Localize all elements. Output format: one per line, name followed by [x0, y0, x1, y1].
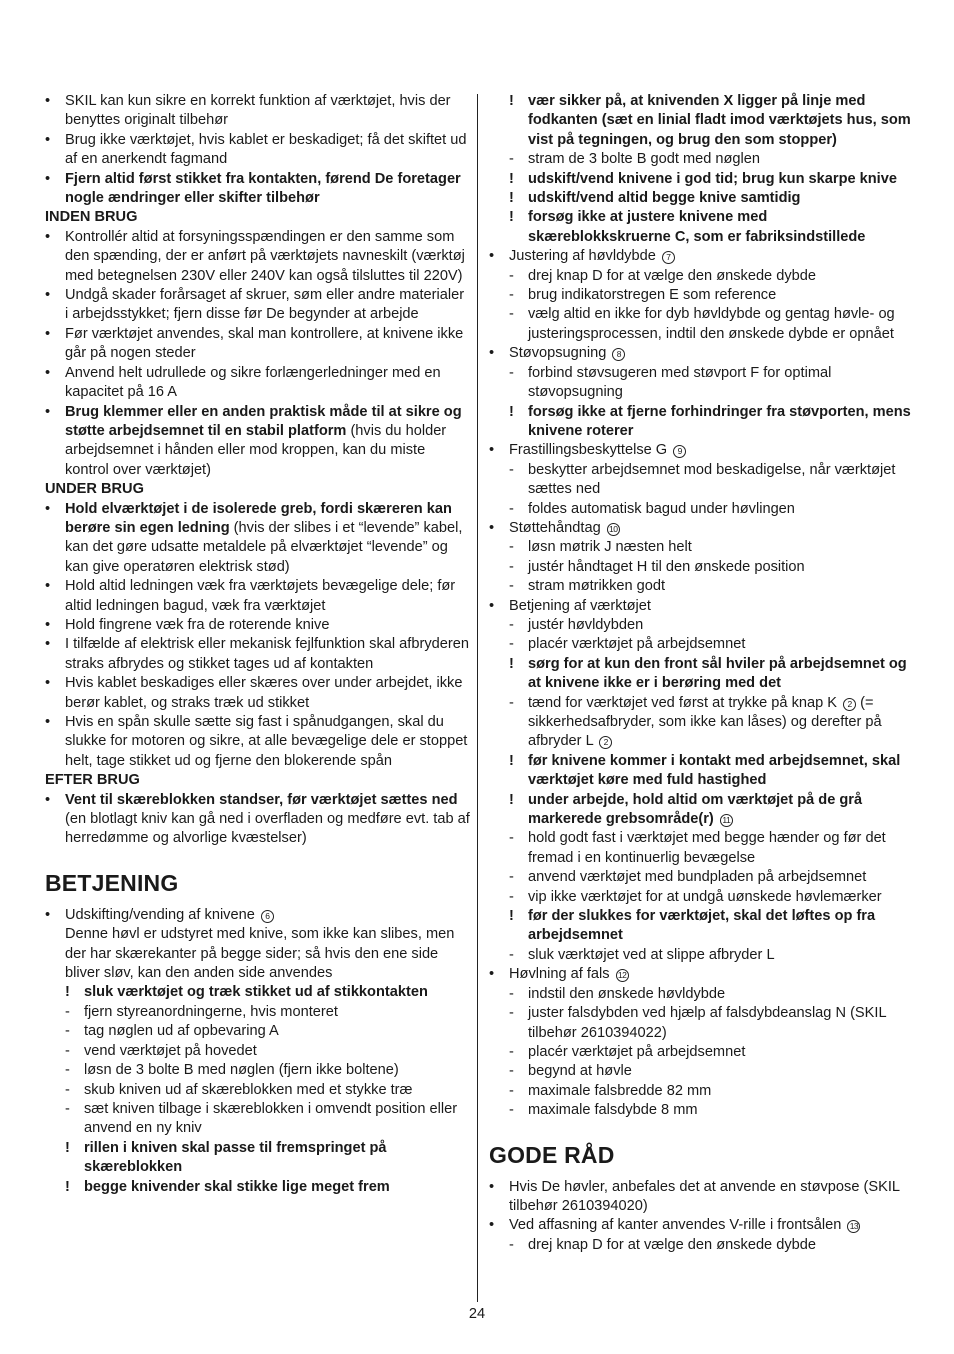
item-text: hold godt fast i værktøjet med begge hænder og før det fremad i en kontinuerlig bevægelse	[528, 830, 886, 866]
dash-item	[489, 985, 914, 1004]
bullet-item	[45, 228, 470, 286]
item-text: placér værktøjet på arbejdsemnet	[528, 636, 746, 653]
item-text: I tilfælde af elektrisk eller mekanisk fejlfunktion skal afbryderen straks afbrydes og stikket tages ud af kontakten	[65, 636, 469, 672]
dash-marker: -	[65, 1023, 70, 1040]
warning-item	[489, 403, 914, 442]
bullet-marker: •	[489, 966, 495, 983]
dash-marker: -	[509, 946, 514, 963]
bullet-item	[45, 131, 470, 170]
bullet-marker: •	[45, 714, 51, 730]
item-text: (en blotlagt kniv kan gå ned i overfladen og medføre evt. tab af herredømme og alvorlige kvæstelser)	[65, 811, 470, 847]
bullet-item	[489, 965, 914, 984]
figure-ref: 12	[616, 969, 629, 982]
bullet-item	[489, 344, 914, 363]
dash-marker: -	[509, 151, 514, 168]
dash-marker: -	[509, 830, 514, 847]
bullet-marker: •	[45, 287, 51, 304]
right-column	[489, 92, 914, 1255]
bullet-marker: •	[489, 1217, 495, 1234]
bold-text: under arbejde, hold altid om værktøjet på de grå markerede grebsområde(r)	[528, 791, 863, 828]
item-text: drej knap D for at vælge den ønskede dybde	[528, 1236, 816, 1253]
bullet-marker: •	[489, 345, 495, 362]
item-text: maximale falsbredde 82 mm	[528, 1082, 712, 1099]
dash-item	[489, 1004, 914, 1043]
dash-item	[489, 461, 914, 500]
bullet-item	[489, 1216, 914, 1235]
dash-item	[489, 635, 914, 654]
item-text: (hvis du holder arbejdsemnet i hånden eller mod kroppen, kan du miste kontrol over værktøjet)	[65, 422, 447, 478]
dash-marker: -	[509, 1005, 514, 1022]
dash-marker: -	[509, 1082, 514, 1099]
bullet-item	[45, 906, 470, 984]
dash-item	[45, 1022, 470, 1041]
item-text: skub kniven ud af skæreblokken med et stykke træ	[84, 1081, 413, 1098]
dash-item	[489, 364, 914, 403]
item-text: stram de 3 bolte B godt med nøglen	[528, 151, 761, 168]
warning-marker: !	[65, 984, 70, 1001]
item-text: justér håndtaget H til den ønskede position	[528, 558, 805, 575]
dash-marker: -	[509, 500, 514, 517]
item-text: anvend værktøjet med bundpladen på arbejdsemnet	[528, 869, 867, 886]
item-text: Anvend helt udrullede og sikre forlængerledninger med en kapacitet på 16 A	[65, 364, 441, 401]
warning-item	[489, 655, 914, 694]
bold-text: Vent til skæreblokken standser, før værktøjet sættes ned	[65, 791, 458, 808]
bullet-marker: •	[489, 442, 495, 459]
item-text: begynd at høvle	[528, 1063, 632, 1080]
dash-item	[489, 946, 914, 965]
warning-marker: !	[509, 655, 514, 672]
bullet-marker: •	[45, 616, 51, 633]
bold-text: før der slukkes for værktøjet, skal det løftes op fra arbejdsemnet	[528, 908, 876, 944]
bullet-marker: •	[45, 325, 51, 342]
dash-marker: -	[509, 578, 514, 595]
dash-item	[489, 286, 914, 305]
page-number: 24	[468, 1306, 486, 1322]
bullet-marker: •	[45, 403, 51, 420]
item-text: Støvopsugning	[509, 345, 607, 362]
figure-ref: 2	[843, 698, 856, 711]
item-text: vend værktøjet på hovedet	[84, 1042, 257, 1059]
dash-marker: -	[509, 287, 514, 304]
bullet-marker: •	[45, 170, 51, 187]
dash-item	[489, 829, 914, 868]
bullet-item	[45, 500, 470, 578]
warning-marker: !	[509, 791, 514, 808]
bold-text: sørg for at kun den front sål hviler på arbejdsemnet og at knivene ikke er i berøring med det	[528, 655, 907, 692]
dash-marker: -	[509, 1043, 514, 1060]
warning-marker: !	[509, 93, 514, 109]
warning-marker: !	[509, 752, 514, 769]
item-text: maximale falsdybde 8 mm	[528, 1102, 698, 1119]
warning-item	[45, 983, 470, 1002]
bullet-marker: •	[45, 675, 51, 692]
warning-item	[489, 752, 914, 791]
bullet-marker: •	[45, 636, 51, 653]
bold-text: sluk værktøjet og træk stikket ud af stikkontakten	[84, 984, 428, 1001]
dash-item	[489, 150, 914, 169]
warning-marker: !	[509, 908, 514, 925]
item-text: brug indikatorstregen E som reference	[528, 287, 777, 304]
item-text: placér værktøjet på arbejdsemnet	[528, 1043, 746, 1060]
bullet-marker: •	[45, 791, 51, 808]
bold-text: rillen i kniven skal passe til fremspringet på skæreblokken	[84, 1139, 387, 1176]
item-text: Ved affasning af kanter anvendes V-rille i frontsålen	[509, 1217, 842, 1234]
dash-marker: -	[509, 636, 514, 653]
item-text: løsn møtrik J næsten helt	[528, 539, 692, 556]
item-text: Støttehåndtag	[509, 519, 601, 536]
item-text: SKIL kan kun sikre en korrekt funktion af værktøjet, hvis der benyttes originalt tilbehør	[65, 93, 451, 129]
dash-marker: -	[65, 1100, 70, 1117]
dash-item	[45, 1042, 470, 1061]
bold-text: Brug klemmer eller en anden praktisk måde til at sikre og støtte arbejdsemnet til en stabil platform	[65, 403, 462, 439]
dash-marker: -	[509, 461, 514, 478]
dash-item	[489, 558, 914, 577]
dash-marker: -	[509, 306, 514, 323]
figure-ref: 8	[612, 348, 625, 361]
subsection-heading: INDEN BRUG	[45, 209, 138, 226]
dash-item	[489, 868, 914, 887]
dash-marker: -	[509, 1236, 514, 1253]
warning-marker: !	[509, 209, 514, 226]
item-text: Hvis kablet beskadiges eller skæres over under arbejdet, ikke berør kablet, og straks træk ud stikket	[65, 675, 463, 711]
dash-marker: -	[509, 1102, 514, 1119]
bullet-item	[45, 92, 470, 131]
figure-ref: 7	[662, 251, 675, 264]
bullet-item	[45, 403, 470, 481]
item-text: tag nøglen ud af opbevaring A	[84, 1023, 279, 1040]
warning-item	[489, 170, 914, 189]
item-text: drej knap D for at vælge den ønskede dybde	[528, 267, 816, 284]
dash-item	[489, 1043, 914, 1062]
bullet-item	[489, 597, 914, 616]
figure-ref: 13	[847, 1220, 860, 1233]
section-title: GODE RÅD	[489, 1141, 615, 1168]
bullet-item	[489, 1178, 914, 1217]
bullet-item	[45, 325, 470, 364]
dash-item	[489, 1101, 914, 1120]
item-text: tænd for værktøjet ved først at trykke på knap K	[528, 694, 838, 711]
bullet-marker: •	[489, 1178, 495, 1195]
dash-marker: -	[65, 1081, 70, 1098]
item-text: foldes automatisk bagud under høvlingen	[528, 500, 795, 517]
bullet-marker: •	[45, 906, 51, 923]
dash-item	[489, 888, 914, 907]
dash-item	[489, 1062, 914, 1081]
item-text: Hold altid ledningen væk fra værktøjets bevægelige dele; før altid ledningen bagud, væk fra værktøjet	[65, 578, 456, 614]
warning-marker: !	[65, 1178, 70, 1195]
warning-item	[489, 907, 914, 946]
column-divider	[477, 94, 478, 1302]
section-title: BETJENING	[45, 869, 179, 896]
dash-marker: -	[65, 1003, 70, 1020]
dash-marker: -	[509, 364, 514, 381]
dash-item	[45, 1100, 470, 1139]
bold-text: udskift/vend knivene i god tid; brug kun skarpe knive	[528, 170, 897, 187]
bullet-item	[489, 441, 914, 460]
left-column	[45, 92, 470, 1197]
item-text: Justering af høvldybde	[509, 248, 656, 265]
item-continuation: Denne høvl er udstyret med knive, som ikke kan slibes, men der har skærekanter på begge sider; så hvis den ene side bliver sløv, kan den anden side anvendes	[65, 926, 455, 982]
figure-ref: 9	[673, 445, 686, 458]
bullet-marker: •	[489, 248, 495, 265]
subsection-heading: UNDER BRUG	[45, 481, 144, 498]
bold-text: forsøg ikke at fjerne forhindringer fra støvporten, mens knivene roterer	[528, 403, 911, 439]
item-text: fjern styreanordningerne, hvis monteret	[84, 1003, 338, 1020]
dash-marker: -	[509, 1063, 514, 1080]
dash-marker: -	[509, 888, 514, 905]
bullet-marker: •	[489, 597, 495, 614]
bullet-item	[45, 286, 470, 325]
bullet-item	[45, 364, 470, 403]
warning-item	[489, 189, 914, 208]
warning-marker: !	[65, 1139, 70, 1156]
dash-item	[489, 1082, 914, 1101]
bullet-item	[45, 791, 470, 849]
bullet-marker: •	[45, 364, 51, 381]
item-text: (hvis der slibes i et “levende” kabel, kan det gøre udsatte metaldele på elværktøjet “levende” og kan give operatøren elektrisk stød)	[65, 519, 463, 575]
bullet-item	[45, 635, 470, 674]
dash-marker: -	[509, 869, 514, 886]
bullet-marker: •	[45, 578, 51, 595]
item-text: løsn de 3 bolte B med nøglen (fjern ikke boltene)	[84, 1062, 399, 1079]
item-text: beskytter arbejdsemnet mod beskadigelse, når værktøjet sættes ned	[528, 461, 896, 498]
warning-item	[45, 1139, 470, 1178]
dash-marker: -	[509, 985, 514, 1002]
item-text: Betjening af værktøjet	[509, 597, 651, 614]
item-text: Høvlning af fals	[509, 966, 610, 983]
item-text: Udskifting/vending af knivene	[65, 906, 255, 923]
warning-marker: !	[509, 170, 514, 187]
item-text: vip ikke værktøjet for at undgå uønskede høvlemærker	[528, 888, 882, 905]
item-text: stram møtrikken godt	[528, 578, 666, 595]
bullet-item	[489, 247, 914, 266]
dash-marker: -	[65, 1042, 70, 1059]
subsection-heading: EFTER BRUG	[45, 772, 140, 789]
item-text: sluk værktøjet ved at slippe afbryder L	[528, 946, 775, 963]
item-text: Frastillingsbeskyttelse G	[509, 442, 668, 459]
warning-marker: !	[509, 403, 514, 420]
bullet-marker: •	[45, 500, 51, 517]
dash-item	[45, 1061, 470, 1080]
item-text: Kontrollér altid at forsyningsspændingen er den samme som den spænding, der er anført på værktøjets navneskilt (værktøj med betegnelsen 230V eller 240V kan også tilsluttes til 220V)	[65, 228, 465, 284]
warning-item	[45, 1178, 470, 1197]
item-text: juster falsdybden ved hjælp af falsdybdeanslag N (SKIL tilbehør 2610394022)	[528, 1005, 887, 1041]
bold-text: Hold elværktøjet i de isolerede greb, fordi skæreren kan berøre sin egen ledning	[65, 500, 452, 536]
item-text: Brug ikke værktøjet, hvis kablet er beskadiget; få det skiftet ud af en anerkendt fagmand	[65, 131, 467, 168]
dash-marker: -	[65, 1062, 70, 1079]
warning-marker: !	[509, 190, 514, 207]
figure-ref: 2	[599, 736, 612, 749]
bold-text: forsøg ikke at justere knivene med skæreblokkskruerne C, som er fabriksindstillede	[528, 209, 866, 245]
dash-item	[489, 500, 914, 519]
dash-marker: -	[509, 539, 514, 556]
bullet-item	[45, 616, 470, 635]
dash-item	[489, 616, 914, 635]
bullet-item	[489, 519, 914, 538]
bullet-marker: •	[45, 131, 51, 148]
bold-text: Fjern altid først stikket fra kontakten, førend De foretager nogle ændringer eller skifter tilbehør	[65, 170, 461, 207]
warning-item	[489, 791, 914, 830]
item-text: Hold fingrene væk fra de roterende knive	[65, 616, 330, 633]
bullet-item	[45, 170, 470, 209]
bullet-item	[45, 577, 470, 616]
bold-text: før knivene kommer i kontakt med arbejdsemnet, skal værktøjet køre med fuld hastighed	[528, 752, 901, 789]
dash-marker: -	[509, 616, 514, 633]
item-text: justér høvldybden	[528, 616, 644, 633]
item-text: (= sikkerhedsafbryder, som ikke kan låses) og derefter på afbryder L	[528, 694, 882, 750]
dash-item	[45, 1081, 470, 1100]
bullet-item	[45, 713, 470, 771]
dash-item	[489, 577, 914, 596]
bullet-marker: •	[45, 93, 51, 109]
item-text: Hvis en spån skulle sætte sig fast i spånudgangen, skal du slukke for motoren og sikre, at alle bevægelige dele er stoppet helt, tage stikket ud og fjerne den blokerende spån	[65, 714, 468, 769]
figure-ref: 11	[720, 814, 733, 827]
item-text: indstil den ønskede høvldybde	[528, 985, 726, 1002]
dash-item	[45, 1003, 470, 1022]
item-text: vælg altid en ikke for dyb høvldybde og gentag høvle- og justeringsprocessen, indtil den ønskede dybde er opnået	[528, 306, 895, 342]
warning-item	[489, 208, 914, 247]
item-text: forbind støvsugeren med støvport F for optimal støvopsugning	[528, 364, 832, 401]
figure-ref: 6	[261, 910, 274, 923]
dash-item	[489, 538, 914, 557]
dash-marker: -	[509, 694, 514, 711]
bullet-marker: •	[45, 228, 51, 245]
bold-text: begge knivender skal stikke lige meget frem	[84, 1178, 390, 1195]
warning-item	[489, 92, 914, 150]
bullet-marker: •	[489, 519, 495, 536]
item-text: Før værktøjet anvendes, skal man kontrollere, at knivene ikke går på nogen steder	[65, 325, 464, 362]
bullet-item	[45, 674, 470, 713]
figure-ref: 10	[607, 523, 620, 536]
dash-item	[489, 1236, 914, 1255]
bold-text: vær sikker på, at knivenden X ligger på linje med fodkanten (sæt en linial fladt imod værktøjets hus, som vist på tegningen, og brug den som stopper)	[528, 93, 911, 148]
dash-marker: -	[509, 558, 514, 575]
dash-item	[489, 694, 914, 752]
dash-marker: -	[509, 267, 514, 284]
item-text: sæt kniven tilbage i skæreblokken i omvendt position eller anvend en ny kniv	[84, 1100, 458, 1137]
dash-item	[489, 305, 914, 344]
item-text: Hvis De høvler, anbefales det at anvende en støvpose (SKIL tilbehør 2610394020)	[509, 1178, 900, 1214]
bold-text: udskift/vend altid begge knive samtidig	[528, 190, 801, 207]
item-text: Undgå skader forårsaget af skruer, søm eller andre materialer i arbejdsstykket; fjern disse før De begynder at arbejde	[65, 287, 465, 323]
dash-item	[489, 267, 914, 286]
